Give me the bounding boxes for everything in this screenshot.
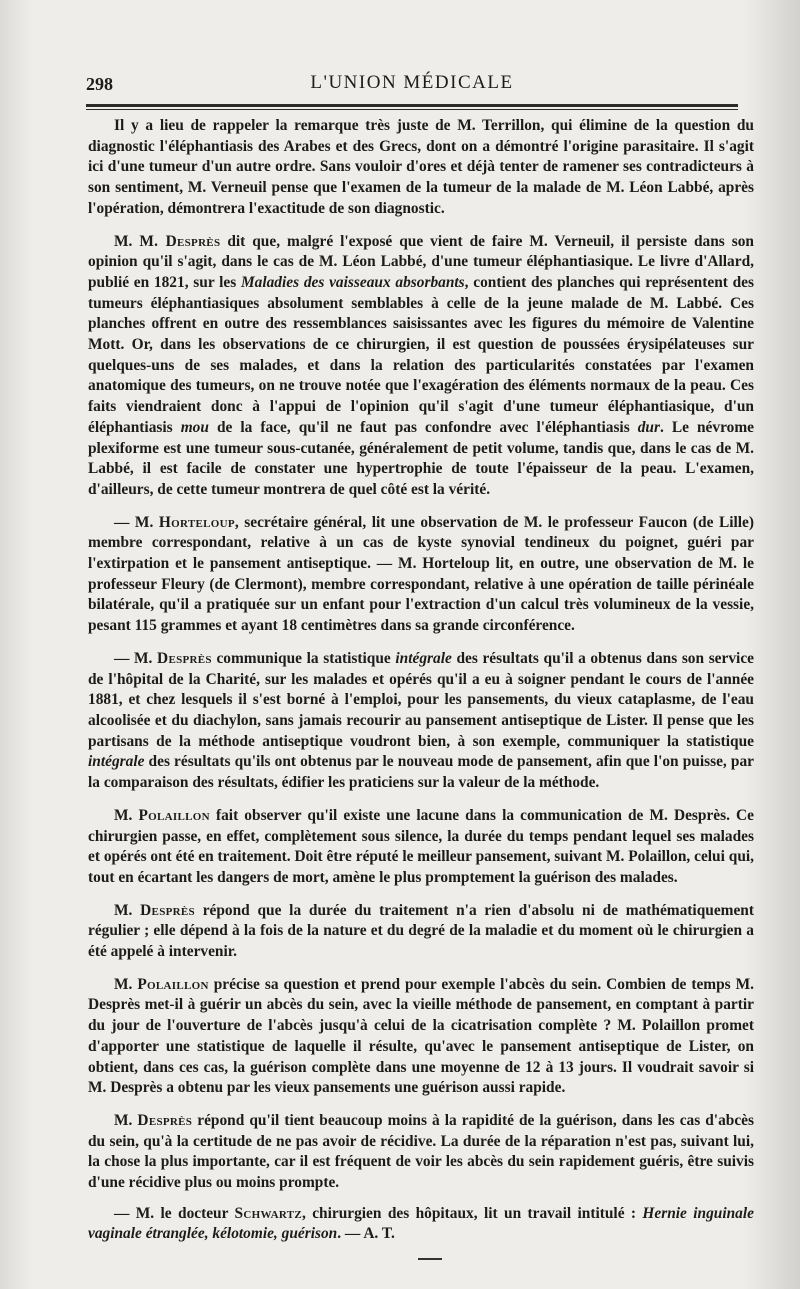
speaker-name: Desprès <box>140 901 195 919</box>
speaker-name: Polaillon <box>138 806 210 824</box>
work-title: Hernie inguinale vaginale étranglée, kélotomie, guérison <box>88 1204 754 1243</box>
speaker-name: Polaillon <box>137 975 209 993</box>
paragraph-4: — M. Desprès communique la statistique intégrale des résultats qu'il a obtenus dans son service de l'hôpital de la Charité, sur les malades et opérés qu'il a eu à soigner pendant le cours de l'année 1881, et chez lesquels il s'est borné à l'emploi, pour les pansements, du vieux cataplasme, de l'eau alcoolisée et du diachylon, sans jamais recourir au pansement antiseptique de Lister. Il pense que les partisans de la méthode antiseptique voudront bien, à son exemple, communiquer la statistique intégrale des résultats qu'ils ont obtenus par le nouveau mode de pansement, afin que l'on puisse, par la comparaison des résultats, édifier les praticiens sur la valeur de la méthode. <box>88 649 754 792</box>
speaker-name: Desprès <box>137 1111 193 1129</box>
paragraph-3: — M. Horteloup, secrétaire général, lit une observation de M. le professeur Faucon (de Lille) membre correspondant, relative à un cas de kyste synovial tendineux du poignet, guéri par l'extirpation et le pansement antiseptique. — M. Horteloup lit, en outre, une observation de M. le professeur Fleury (de Clermont), membre correspondant, relative à une opération de taille périnéale bilatérale, qu'il a pratiquée sur un enfant pour l'extraction d'un calcul très volumineux de la vessie, pesant 115 grammes et ayant 18 centimètres dans sa grande circonférence. <box>88 513 755 635</box>
speaker-name: M. Desprès <box>139 232 221 250</box>
page-header <box>86 70 738 104</box>
paragraph-6: M. Desprès répond que la durée du traitement n'a rien d'absolu ni de mathématiquement régulier ; elle dépend à la fois de la nature et du degré de la maladie et du moment où le chirurgien a été appelé à intervenir. <box>88 901 754 961</box>
paragraph-7: M. Polaillon précise sa question et prend pour exemple l'abcès du sein. Combien de temps M. Desprès met-il à guérir un abcès du sein, avec la vieille méthode de pansement, en comptant à partir du jour de l'ouverture de l'abcès jusqu'à celui de la cicatrisation complète ? M. Polaillon promet d'apporter une statistique de laquelle il résulte, qu'avec le pansement antiseptique de Lister, on obtient, dans ces cas, la guérison complète dans une moyenne de 12 à 13 jours. Il voudrait savoir si M. Desprès a obtenu par les vieux pansements une guérison aussi rapide. <box>88 975 754 1097</box>
speaker-name: Schwartz <box>234 1204 302 1222</box>
page-number: 298 <box>86 74 113 94</box>
speaker-name: Desprès <box>157 649 212 667</box>
paragraph-5: M. Polaillon fait observer qu'il existe une lacune dans la communication de M. Desprès. Ce chirurgien passe, en effet, complètement sous silence, la durée du temps pendant lequel ses malades et opérés ont été en traitement. Doit être réputé le meilleur pansement, suivant M. Polaillon, celui qui, tout en écartant les dangers de mort, amène le plus promptement la guérison des malades. <box>88 806 754 886</box>
book-title: Maladies des vaisseaux absorbants <box>240 273 465 291</box>
journal-title: L'UNION MÉDICALE <box>310 72 514 93</box>
article-body <box>88 116 754 1257</box>
speaker-name: Horteloup <box>158 513 235 531</box>
end-rule <box>418 1258 442 1260</box>
paragraph-9: — M. le docteur Schwartz, chirurgien des hôpitaux, lit un travail intitulé : Hernie inguinale vaginale étranglée, kélotomie, guérison. — A. T. <box>88 1204 754 1243</box>
header-rule <box>86 104 738 107</box>
paragraph-8: M. Desprès répond qu'il tient beaucoup moins à la rapidité de la guérison, dans les cas d'abcès du sein, qu'à la certitude de ne pas avoir de récidive. La durée de la réparation n'est pas, suivant lui, la chose la plus importante, car il est fréquent de voir les abcès du sein rapidement guéris, être suivis d'une récidive plus ou moins prompte. <box>88 1111 754 1192</box>
paragraph-1: Il y a lieu de rappeler la remarque très juste de M. Terrillon, qui élimine de la question du diagnostic l'éléphantiasis des Arabes et des Grecs, dont on a démontré l'origine parasitaire. Il s'agit ici d'une tumeur d'un autre ordre. Sans vouloir d'ores et déjà tenter de ramener ses contradicteurs à son sentiment, M. Verneuil pense que l'examen de la tumeur de la malade de M. Léon Labbé, après l'opération, démontrera l'exactitude de son diagnostic. <box>88 117 754 217</box>
paragraph-2: M. M. Desprès dit que, malgré l'exposé que vient de faire M. Verneuil, il persiste dans son opinion qu'il s'agit, dans le cas de M. Léon Labbé, d'une tumeur éléphantiasique. Le livre d'Allard, publié en 1821, sur les Maladies des vaisseaux absorbants, contient des planches qui représentent des tumeurs éléphantiasiques absolument semblables à celle de la jeune malade de M. Labbé. Ces planches offrent en outre des ressemblances saisissantes avec les figures du mémoire de Valentine Mott. Or, dans les observations de ce chirurgien, il est question de poussées érysipélateuses sur quelques-uns de ses malades, et dans la relation des particularités constatées par l'examen anatomique des tumeurs, on ne trouve notée que l'exagération des éléments normaux de la peau. Ces faits viendraient donc à l'appui de l'opinion qu'il s'agit d'une tumeur éléphantiasique, d'un éléphantiasis mou de la face, qu'il ne faut pas confondre avec l'éléphantiasis dur. Le névrome plexiforme est une tumeur sous-cutanée, généralement de petit volume, tandis que, dans le cas de M. Labbé, il est facile de constater une hypertrophie de toute l'épaisseur de la peau. L'examen, d'ailleurs, de cette tumeur montrera de quel côté est la vérité. <box>88 232 754 498</box>
